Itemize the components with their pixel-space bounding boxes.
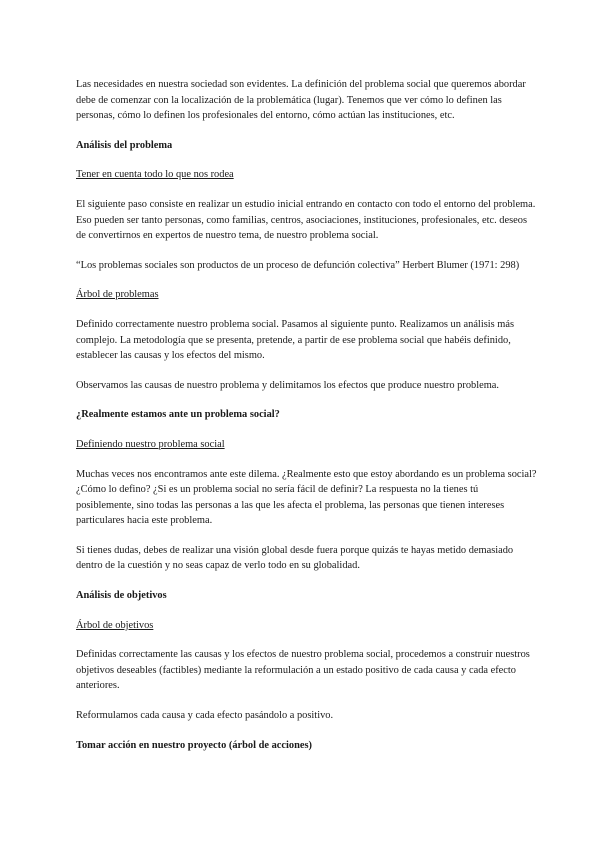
subheading-problem-tree: Árbol de problemas xyxy=(76,289,159,301)
section-heading-social-problem: ¿Realmente estamos ante un problema social? xyxy=(76,409,280,421)
section-heading-objectives-analysis: Análisis de objetivos xyxy=(76,590,167,602)
paragraph-reformulate: Reformulamos cada causa y cada efecto pasándolo a positivo. xyxy=(76,710,334,722)
paragraph-problem-tree: Definido correctamente nuestro problema social. Pasamos al siguiente punto. Realizamos un análisis más complejo. La metodología que se presenta, pretende, a partir de ese problema social que habéis definido, establecer las causas y los efectos del mismo. xyxy=(76,318,515,362)
subheading-objectives-tree: Árbol de objetivos xyxy=(76,619,154,631)
paragraph-objectives: Definidas correctamente las causas y los efectos de nuestro problema social, procedemos a construir nuestros objetivos deseables (factibles) mediante la reformulación a un estado positivo de cada causa y cada efecto anteriores. xyxy=(76,649,530,692)
subheading-surroundings: Tener en cuenta todo lo que nos rodea xyxy=(76,169,234,181)
section-heading-action-tree: Tomar acción en nuestro proyecto (árbol de acciones) xyxy=(76,739,312,751)
intro-paragraph: Las necesidades en nuestra sociedad son evidentes. La definición del problema social que queremos abordar debe de comenzar con la localización de la problemática (lugar). Tenemos que ver cómo lo definen las personas, cómo lo definen los profesionales del entorno, cómo actúan las instituciones, etc. xyxy=(76,79,526,122)
quote-paragraph: “Los problemas sociales son productos de un proceso de defunción colectiva” Herbert Blumer (1971: 298) xyxy=(76,259,520,271)
paragraph-global-view: Si tienes dudas, debes de realizar una visión global desde fuera porque quizás te hayas metido demasiado dentro de la cuestión y no seas capaz de verlo todo en su globalidad. xyxy=(76,544,514,572)
section-heading-problem-analysis: Análisis del problema xyxy=(76,139,173,151)
paragraph-dilemma: Muchas veces nos encontramos ante este dilema. ¿Realmente esto que estoy abordando es un problema social? ¿Cómo lo defino? ¿Si es un problema social no sería fácil de definir? La respuesta no la tienes tú posiblemente, sino todas las personas a las que les afecta el problema, las personas que tienen intereses particulares hacia este problema. xyxy=(76,468,537,527)
paragraph-initial-study: El siguiente paso consiste en realizar un estudio inicial entrando en contacto con todo el entorno del problema. Eso pueden ser tanto personas, como familias, centros, asociaciones, instituciones, profesionales, etc. deseos de convertirnos en expertos de nuestro tema, de nuestro problema social. xyxy=(76,198,536,242)
paragraph-causes-effects: Observamos las causas de nuestro problema y delimitamos los efectos que produce nuestro problema. xyxy=(76,379,500,391)
subheading-defining-problem: Definiendo nuestro problema social xyxy=(76,438,225,450)
